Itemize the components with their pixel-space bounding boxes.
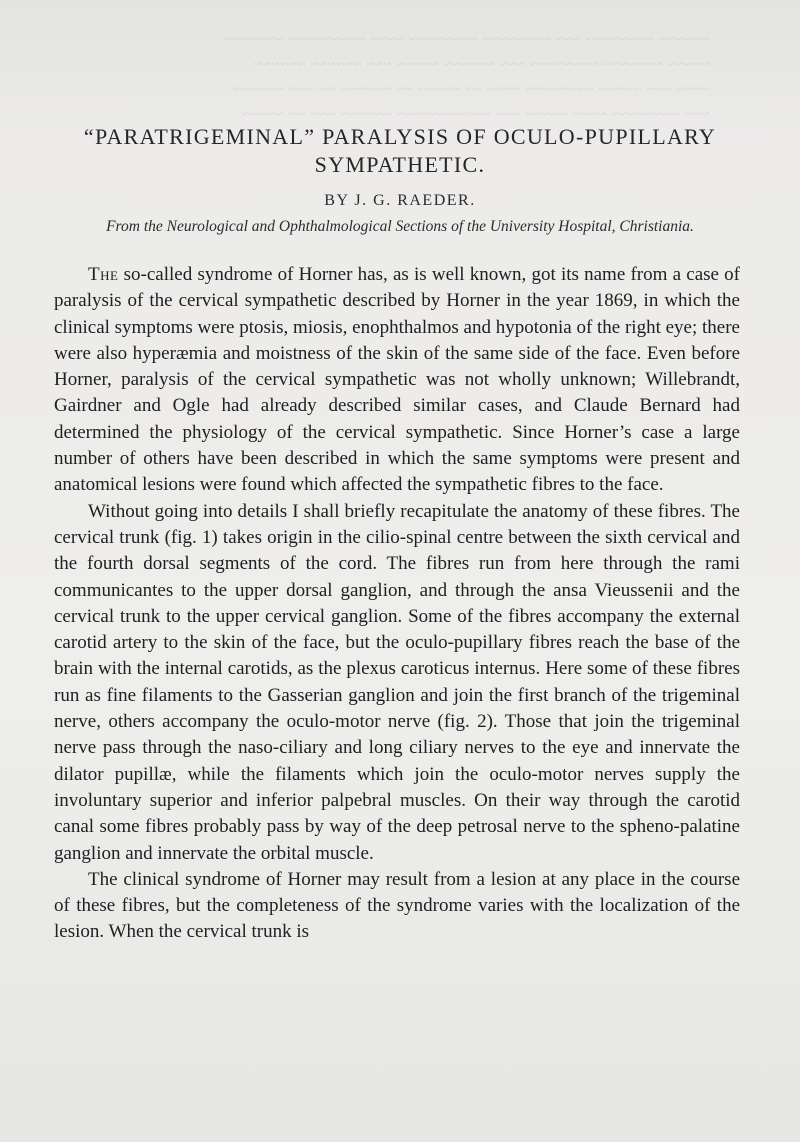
article-title: “PARATRIGEMINAL” PARALYSIS OF OCULO-PUPILLARY SYMPATHETIC. (83, 124, 717, 177)
article-body (54, 262, 740, 946)
opening-word: The (88, 264, 119, 285)
paragraph-1-text: so-called syndrome of Horner has, as is well known, got its name from a case of paralysis of the cervical sympathetic described by Horner in the year 1869, in which the clinical symptoms were ptosis, miosis, enophthalmos and hypotonia of the right eye; there were also hyperæmia and moistness of the skin of the same side of the face. Even before Horner, paralysis of the cervical sympathetic was not wholly unknown; Willebrandt, Gairdner and Ogle had already described similar cases, and Claude Bernard had determined the physiology of the cervical sympathetic. Since Horner’s case a large number of others have been described in which the same symptoms were present and anatomical lesions were found which affected the sympathetic fibres to the face. (54, 264, 741, 496)
author-affiliation: From the Neurological and Ophthalmological Sections of the University Hospital, Christiania. (106, 218, 694, 235)
author-byline: BY J. G. RAEDER. (324, 192, 476, 209)
body-paragraph-2: Without going into details I shall briefly recapitulate the anatomy of these fibres. The cervical trunk (fig. 1) takes origin in the cilio-spinal centre between the sixth cervical and the fourth dorsal segments of the cord. The fibres run from here through the rami communicantes to the upper dorsal ganglion, and through the ansa Vieussenii and the cervical trunk to the upper cervical ganglion. Some of the fibres accompany the external carotid artery to the skin of the face, but the oculo-pupillary fibres reach the base of the brain with the internal carotids, as the plexus caroticus internus. Here some of these fibres run as fine filaments to the Gasserian ganglion and join the first branch of the trigeminal nerve, others accompany the oculo-motor nerve (fig. 2). Those that join the trigeminal nerve pass through the naso-ciliary and long ciliary nerves to the eye and innervate the dilator pupillæ, while the filaments which join the oculo-motor nerves supply the involuntary superior and inferior palpebral muscles. On their way through the carotid canal some fibres probably pass by way of the deep petrosal nerve to the spheno-palatine ganglion and innervate the orbital muscle. (54, 500, 740, 864)
show-through-text: ~~~~~~ ~~~~~~~~ ~~~ ~~~~~~~~ ~~~~~~~~ ~~~~ ~~~~~~~~~ ~~~~~~~ ~~~~~ ~~~~~~~ ~~~~~~~~ ~~~ ~~~~~~ ~~~~~ ~~~ ~~~~~~ ~~~~~~ ~~~~ ~~~ ~~~~~ ~~~~~~~~ ~~~~ ~~ ~~~~~ ~~ ~~~~~~ ~~ ~~~ ~~~~~~ ~~~ ~~~~~~~~ ~~~~ ~~~~~ ~~~ ~~~~~~~~~~~ ~~~~~~ ~~~ ~~ ~~~~~ (223, 32, 710, 123)
body-paragraph-3: The clinical syndrome of Horner may result from a lesion at any place in the course of these fibres, but the completeness of the syndrome varies with the localization of the lesion. When the cervical trunk is (54, 868, 740, 943)
body-paragraph-1 (54, 262, 740, 499)
